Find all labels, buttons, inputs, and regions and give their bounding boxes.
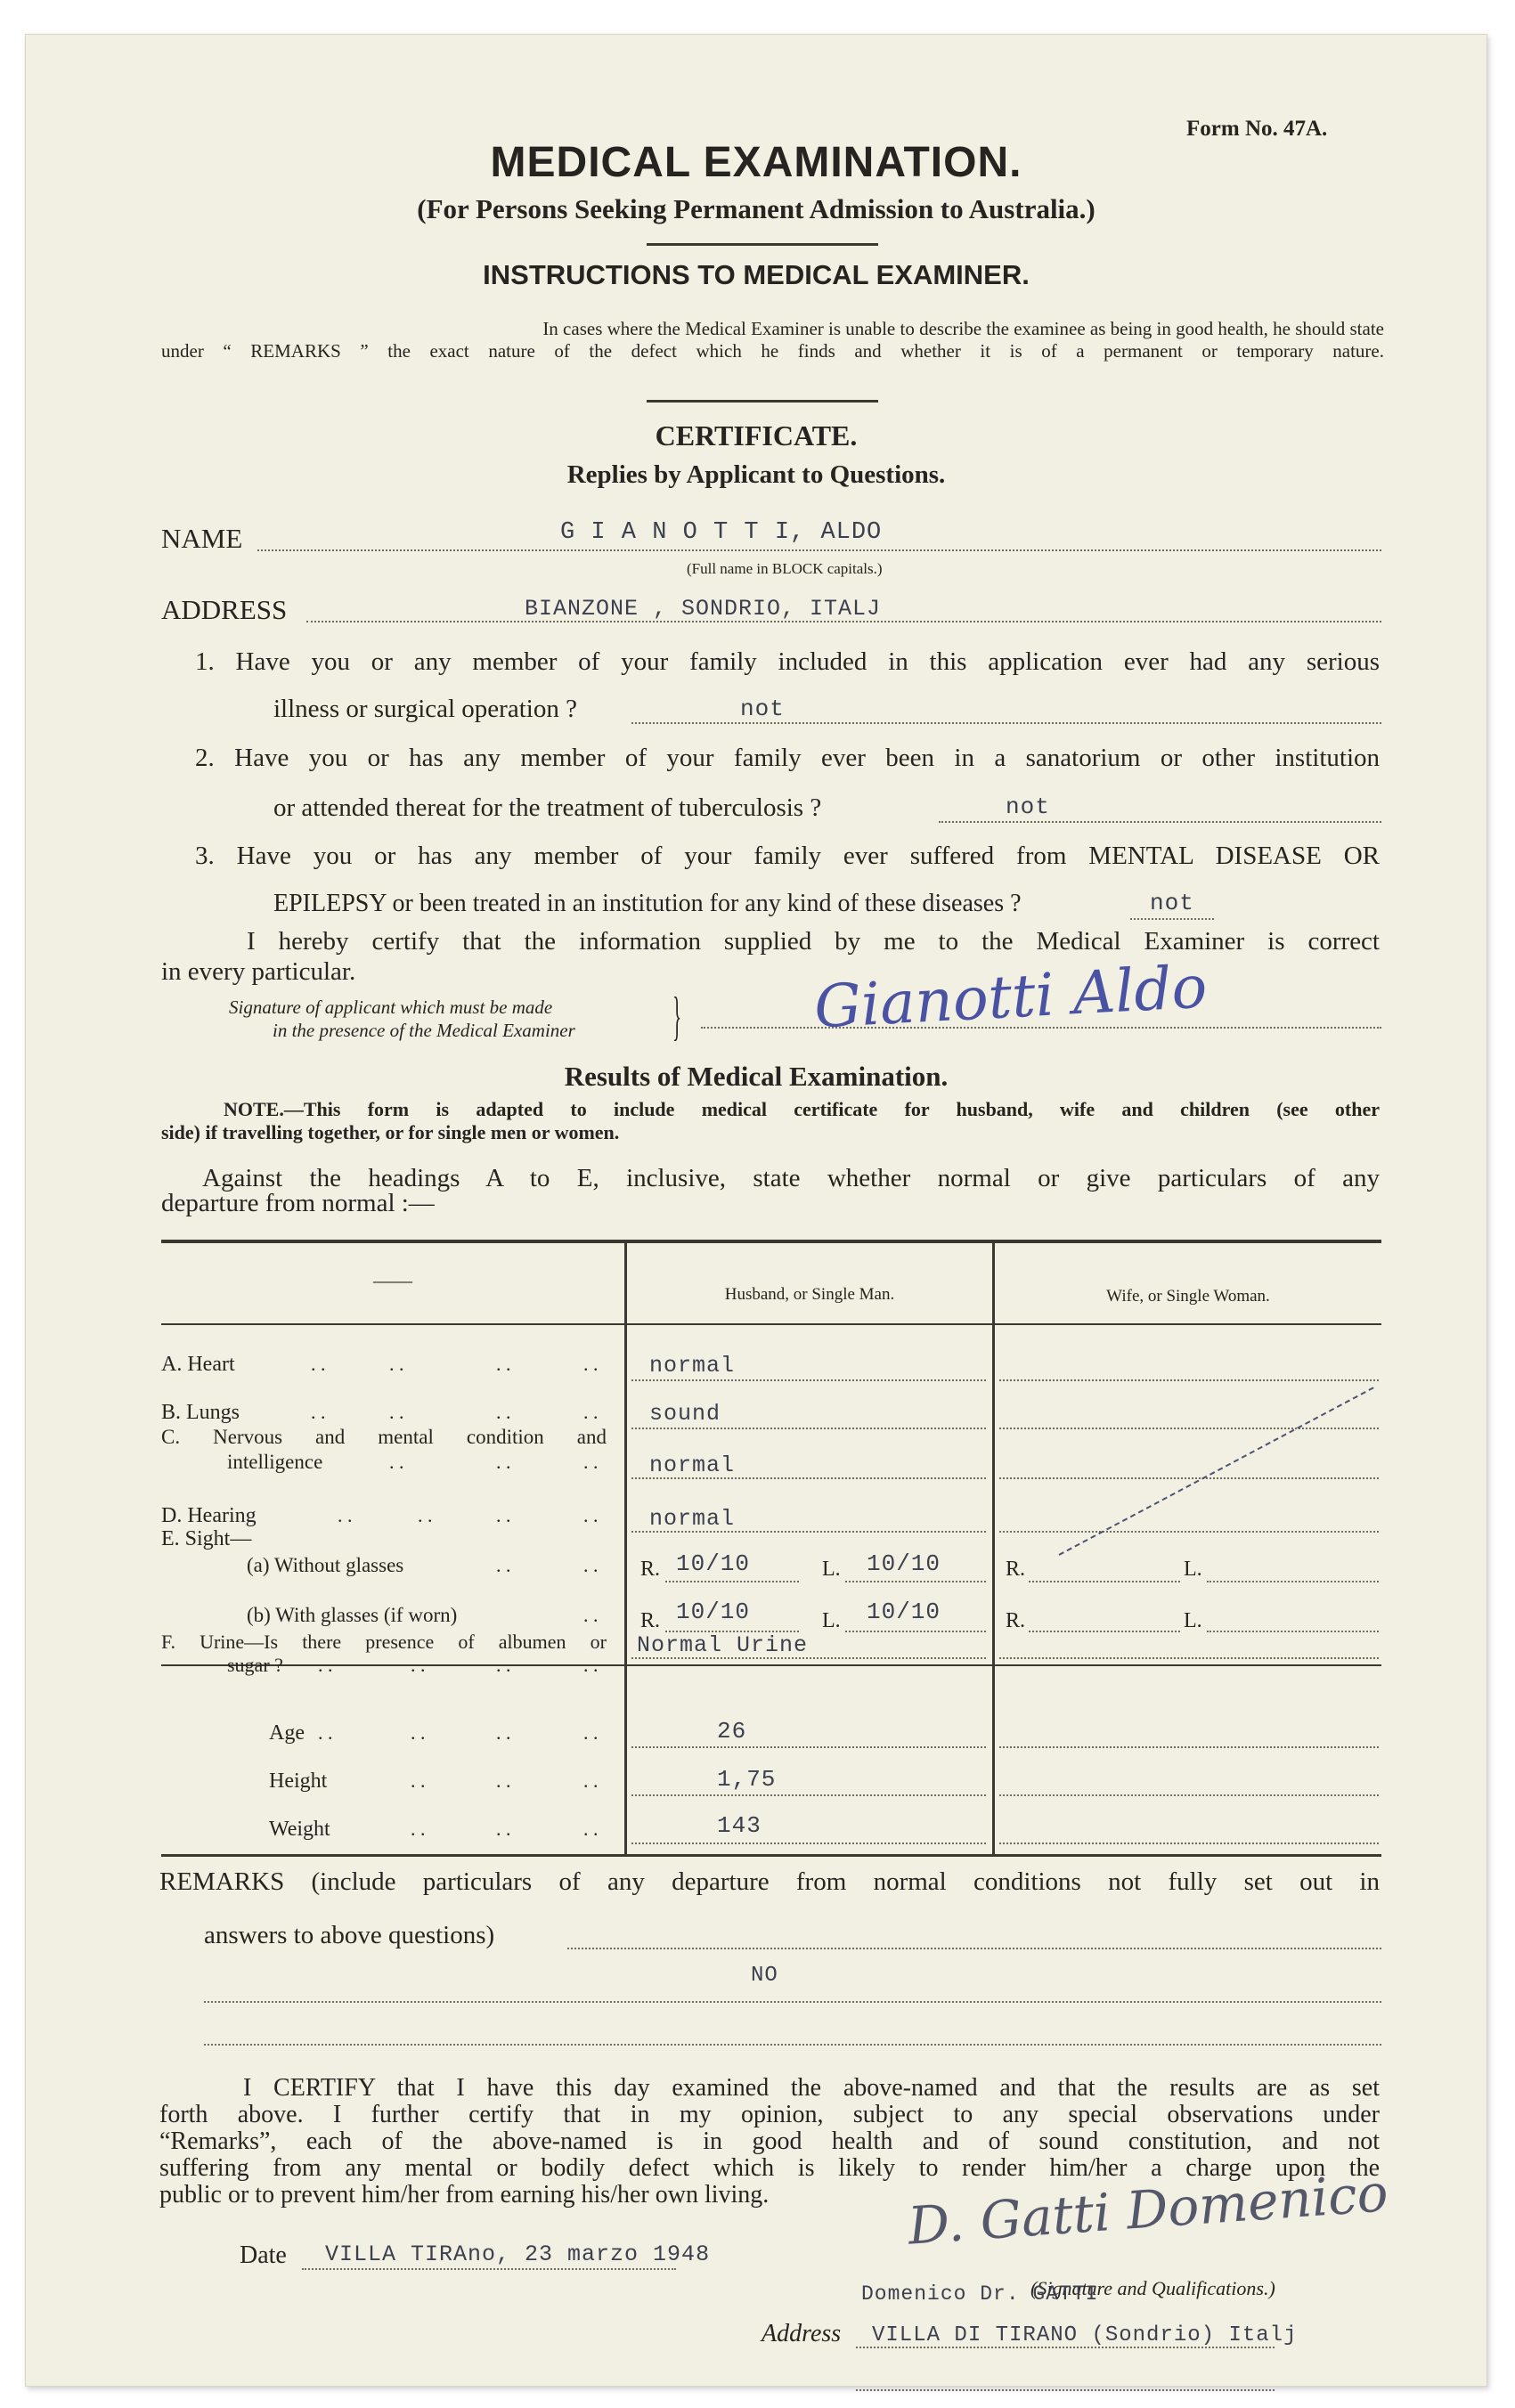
with-glasses-right[interactable]: 10/10 xyxy=(676,1599,751,1625)
with-l-label: L. xyxy=(822,1609,841,1632)
row-leader: . . xyxy=(583,1604,599,1626)
instructions-heading: INSTRUCTIONS TO MEDICAL EXAMINER. xyxy=(483,259,1030,290)
without-l-line xyxy=(845,1581,986,1582)
remarks-value[interactable]: NO xyxy=(751,1964,778,1988)
row-leader: . . xyxy=(338,1504,353,1526)
row-leader: . . xyxy=(389,1451,404,1473)
urine-wife-line xyxy=(999,1657,1379,1659)
row-leader: . . xyxy=(311,1353,326,1375)
column-header-blank: —— xyxy=(373,1269,412,1291)
examiner-certificate-line3: “Remarks”, each of the above-named is in good health and of sound constitution, and not xyxy=(159,2127,1380,2155)
nervous-husband-value[interactable]: normal xyxy=(649,1452,736,1478)
examiner-certificate-line2: forth above. I further certify that in my opinion, subject to any special observations under xyxy=(159,2101,1380,2128)
signature-caption: (Signature and Qualifications.) xyxy=(1030,2277,1275,2299)
row-leader: . . xyxy=(318,1721,333,1744)
name-label: NAME xyxy=(161,523,243,554)
lungs-husband-line xyxy=(631,1428,986,1429)
row-label-age: Age xyxy=(269,1721,305,1745)
row-leader: . . xyxy=(583,1554,599,1576)
row-label-hearing: D. Hearing xyxy=(161,1504,257,1527)
height-wife-line xyxy=(999,1794,1379,1796)
with-r-label: R. xyxy=(640,1609,661,1632)
examiner-certificate-line4: suffering from any mental or bodily defect which is likely to render him/her a charge upon the xyxy=(159,2154,1380,2182)
date-label: Date xyxy=(240,2241,287,2269)
question-3-answer[interactable]: not xyxy=(1150,890,1194,916)
wife-without-l-line xyxy=(1207,1581,1379,1582)
question-2-text-cont: or attended thereat for the treatment of tuberculosis ? xyxy=(273,793,822,822)
row-leader: . . xyxy=(496,1818,511,1840)
row-label-without-glasses: (a) Without glasses xyxy=(247,1554,404,1576)
lungs-husband-value[interactable]: sound xyxy=(649,1401,721,1427)
row-leader: . . xyxy=(583,1654,599,1676)
row-leader: . . xyxy=(496,1654,511,1676)
column-header-husband: Husband, or Single Man. xyxy=(724,1285,895,1304)
row-leader: . . xyxy=(496,1504,511,1526)
question-1-text: 1. Have you or any member of your family included in this application ever had any serious xyxy=(195,647,1380,676)
row-leader: . . xyxy=(389,1353,404,1375)
weight-wife-line xyxy=(999,1843,1379,1844)
row-label-nervous-cont: intelligence xyxy=(227,1451,323,1473)
wife-with-l-line xyxy=(1207,1631,1379,1632)
row-leader: . . xyxy=(583,1818,599,1840)
date-value[interactable]: VILLA TIRAno, 23 marzo 1948 xyxy=(325,2241,711,2267)
note-text-cont: side) if travelling together, or for single men or women. xyxy=(161,1121,620,1143)
declaration-text-cont: in every particular. xyxy=(161,957,356,986)
heart-wife-line xyxy=(999,1379,1379,1381)
name-field-line xyxy=(257,549,1381,551)
certificate-heading: CERTIFICATE. xyxy=(655,419,858,452)
remarks-label-cont: answers to above questions) xyxy=(204,1921,495,1949)
name-hint: (Full name in BLOCK capitals.) xyxy=(687,560,883,577)
question-2-answer[interactable]: not xyxy=(1006,793,1050,820)
question-3-text: 3. Have you or has any member of your family ever suffered from MENTAL DISEASE OR xyxy=(195,842,1380,870)
remarks-line-3 xyxy=(204,2044,1381,2046)
wife-without-r-label: R. xyxy=(1006,1558,1026,1581)
divider xyxy=(647,243,878,246)
applicant-signature: Gianotti Aldo xyxy=(812,952,1210,1042)
weight-husband-value[interactable]: 143 xyxy=(717,1812,762,1839)
age-husband-line xyxy=(631,1746,986,1748)
certificate-subheading: Replies by Applicant to Questions. xyxy=(566,460,946,489)
against-headings-text-cont: departure from normal :— xyxy=(161,1189,435,1217)
without-r-label: R. xyxy=(640,1558,661,1581)
row-leader: . . xyxy=(411,1654,426,1676)
form-number: Form No. 47A. xyxy=(1186,117,1328,141)
question-1-answer-line xyxy=(631,722,1381,724)
without-l-label: L. xyxy=(822,1558,841,1581)
wife-with-r-line xyxy=(1029,1631,1180,1632)
form-subtitle: (For Persons Seeking Permanent Admission to Australia.) xyxy=(417,193,1096,224)
height-husband-value[interactable]: 1,75 xyxy=(717,1766,777,1793)
height-husband-line xyxy=(631,1794,986,1796)
remarks-line-2 xyxy=(204,2001,1381,2003)
table-mid-rule xyxy=(161,1664,1381,1666)
wife-without-r-line xyxy=(1029,1581,1180,1582)
row-leader: . . xyxy=(411,1721,426,1744)
row-label-lungs: B. Lungs xyxy=(161,1401,240,1424)
address-label: ADDRESS xyxy=(161,594,288,625)
date-line xyxy=(302,2268,676,2270)
question-2-answer-line xyxy=(939,821,1381,823)
row-leader: . . xyxy=(418,1504,433,1526)
row-leader: . . xyxy=(411,1769,426,1792)
row-leader: . . xyxy=(311,1401,326,1423)
hearing-husband-value[interactable]: normal xyxy=(649,1506,736,1532)
note-text: NOTE.—This form is adapted to include medical certificate for husband, wife and children (see other xyxy=(224,1098,1380,1120)
wife-with-l-label: L. xyxy=(1184,1609,1202,1632)
weight-husband-line xyxy=(631,1843,986,1844)
examiner-name-stamp: Domenico Dr. GATTI xyxy=(861,2282,1099,2306)
signature-label-line2: in the presence of the Medical Examiner xyxy=(273,1020,575,1041)
table-header-rule xyxy=(161,1323,1381,1325)
remarks-label: REMARKS (include particulars of any departure from normal conditions not fully set out in xyxy=(159,1867,1380,1896)
examiner-certificate-line1: I CERTIFY that I have this day examined the above-named and that the results are as set xyxy=(243,2074,1380,2102)
results-heading: Results of Medical Examination. xyxy=(564,1061,949,1092)
with-l-line xyxy=(845,1631,986,1632)
heart-husband-value[interactable]: normal xyxy=(649,1353,736,1379)
row-leader: . . xyxy=(583,1353,599,1375)
against-headings-text: Against the headings A to E, inclusive, state whether normal or give particulars of any xyxy=(202,1164,1380,1192)
age-wife-line xyxy=(999,1746,1379,1748)
row-leader: . . xyxy=(496,1353,511,1375)
question-3-answer-line xyxy=(1130,918,1214,920)
brace: } xyxy=(672,987,682,1045)
heart-husband-line xyxy=(631,1379,986,1381)
row-leader: . . xyxy=(583,1769,599,1792)
row-leader: . . xyxy=(411,1818,426,1840)
row-label-urine-cont: sugar ? xyxy=(227,1654,283,1676)
remarks-line-1 xyxy=(567,1948,1381,1949)
question-1-text-cont: illness or surgical operation ? xyxy=(273,695,577,723)
form-title: MEDICAL EXAMINATION. xyxy=(490,139,1022,186)
examiner-certificate-line5: public or to prevent him/her from earning his/her own living. xyxy=(159,2181,770,2209)
without-glasses-right[interactable]: 10/10 xyxy=(676,1550,751,1577)
table-column-divider xyxy=(624,1243,627,1854)
table-top-rule xyxy=(161,1240,1381,1243)
lungs-wife-line xyxy=(999,1428,1379,1429)
row-leader: . . xyxy=(583,1721,599,1744)
question-2-text: 2. Have you or has any member of your family ever been in a sanatorium or other institution xyxy=(195,744,1380,772)
without-glasses-left[interactable]: 10/10 xyxy=(867,1550,941,1577)
signature-label-line1: Signature of applicant which must be made xyxy=(229,997,553,1018)
examiner-address-line-2 xyxy=(856,2389,1275,2391)
row-leader: . . xyxy=(496,1451,511,1473)
question-1-answer[interactable]: not xyxy=(740,696,785,722)
row-label-urine: F. Urine—Is there presence of albumen or xyxy=(161,1631,607,1653)
row-label-nervous: C. Nervous and mental condition and xyxy=(161,1426,607,1448)
hearing-wife-line xyxy=(999,1531,1379,1533)
nervous-wife-line xyxy=(999,1477,1379,1479)
examiner-signature: D. Gatti Domenico xyxy=(906,2162,1390,2257)
row-leader: . . xyxy=(496,1401,511,1423)
row-label-sight: E. Sight— xyxy=(161,1527,252,1550)
row-leader: . . xyxy=(389,1401,404,1423)
examiner-address-value[interactable]: VILLA DI TIRANO (Sondrio) Italj xyxy=(872,2323,1298,2347)
divider xyxy=(647,400,878,403)
row-leader: . . xyxy=(318,1654,333,1676)
without-r-line xyxy=(665,1581,799,1582)
instructions-text-line1: In cases where the Medical Examiner is unable to describe the examinee as being in good health, he should state xyxy=(542,318,1384,339)
address-value[interactable]: BIANZONE , SONDRIO, ITALJ xyxy=(525,596,882,622)
row-leader: . . xyxy=(583,1504,599,1526)
declaration-text: I hereby certify that the information supplied by me to the Medical Examiner is correct xyxy=(247,927,1380,956)
table-bottom-rule xyxy=(161,1854,1381,1857)
row-leader: . . xyxy=(583,1401,599,1423)
column-header-wife: Wife, or Single Woman. xyxy=(1106,1287,1270,1306)
question-3-text-cont: EPILEPSY or been treated in an institution for any kind of these diseases ? xyxy=(273,890,1022,917)
row-label-with-glasses: (b) With glasses (if worn) xyxy=(247,1604,458,1626)
row-leader: . . xyxy=(583,1451,599,1473)
table-column-divider xyxy=(992,1243,995,1854)
examiner-address-label: Address xyxy=(762,2320,842,2347)
age-husband-value[interactable]: 26 xyxy=(717,1718,747,1745)
row-leader: . . xyxy=(496,1554,511,1576)
wife-without-l-label: L. xyxy=(1184,1558,1202,1581)
instructions-text-line2: under “ REMARKS ” the exact nature of the defect which he finds and whether it is of a permanent or temporary nature. xyxy=(161,340,1384,362)
name-value[interactable]: G I A N O T T I, ALDO xyxy=(560,519,883,546)
with-glasses-left[interactable]: 10/10 xyxy=(867,1599,941,1625)
wife-with-r-label: R. xyxy=(1006,1609,1026,1632)
form-sheet xyxy=(25,34,1487,2387)
row-label-heart: A. Heart xyxy=(161,1353,235,1376)
urine-husband-value[interactable]: Normal Urine xyxy=(637,1632,809,1658)
row-leader: . . xyxy=(496,1769,511,1792)
row-leader: . . xyxy=(496,1721,511,1744)
row-label-height: Height xyxy=(269,1769,328,1793)
row-label-weight: Weight xyxy=(269,1818,330,1841)
